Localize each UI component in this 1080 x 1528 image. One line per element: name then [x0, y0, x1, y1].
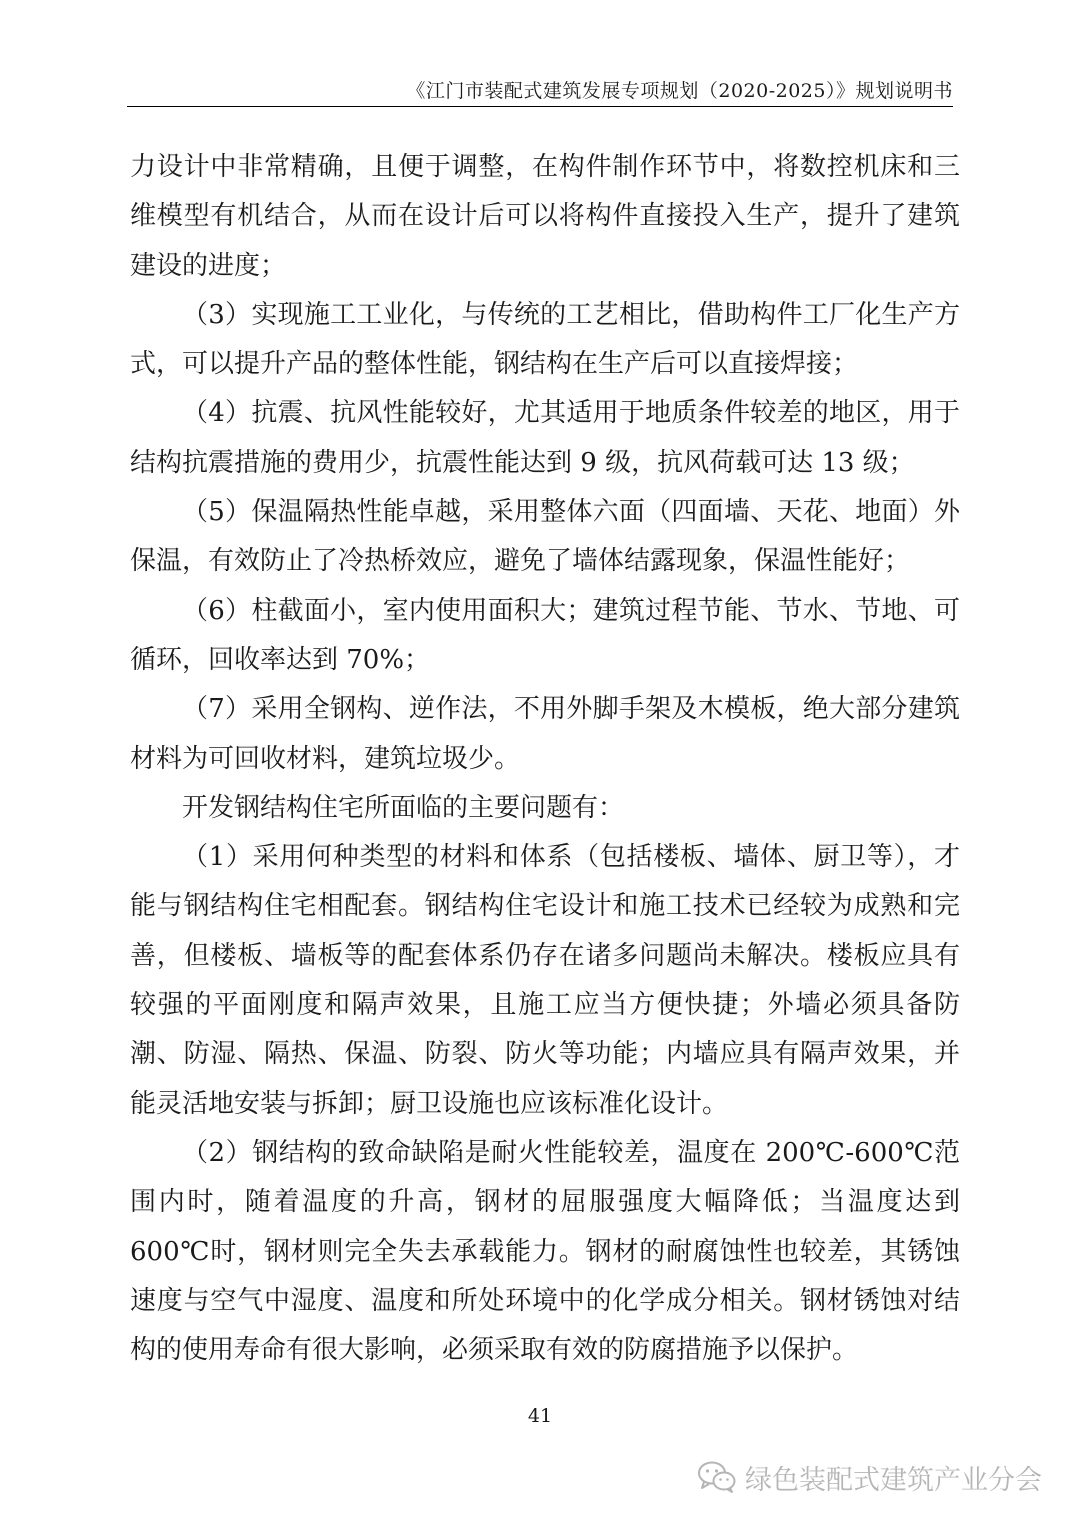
header-rule [127, 106, 953, 107]
paragraph-problems-intro: 开发钢结构住宅所面临的主要问题有： [182, 792, 625, 823]
paragraph-continuation: 力设计中非常精确，且便于调整，在构件制作环节中，将数控机床和三维模型有机结合，从而在设计后可以将构件直接投入生产，提升了建筑建设的进度； [130, 152, 960, 281]
document-body [130, 143, 960, 1375]
paragraph-item-4: （4）抗震、抗风性能较好，尤其适用于地质条件较差的地区，用于结构抗震措施的费用少，抗震性能达到 9 级，抗风荷载可达 13 级； [130, 398, 960, 478]
wechat-icon [697, 1460, 737, 1494]
document-header-title: 《江门市装配式建筑发展专项规划（2020-2025）》规划说明书 [406, 80, 953, 102]
paragraph-item-6: （6）柱截面小，室内使用面积大；建筑过程节能、节水、节地、可循环，回收率达到 70%； [130, 595, 960, 675]
page-number: 41 [527, 1405, 553, 1427]
paragraph-problem-2: （2）钢结构的致命缺陷是耐火性能较差，温度在 200℃-600℃范围内时，随着温度的升高，钢材的屈服强度大幅降低；当温度达到 600℃时，钢材则完全失去承载能力。钢材的耐腐蚀性也较差，其锈蚀速度与空气中湿度、温度和所处环境中的化学成分相关。钢材锈蚀对结构的使用寿命有很大影响，必须采取有效的防腐措施予以保护。 [130, 1137, 960, 1366]
paragraph-item-3: （3）实现施工工业化，与传统的工艺相比，借助构件工厂化生产方式，可以提升产品的整体性能，钢结构在生产后可以直接焊接； [130, 299, 960, 380]
paragraph-problem-1: （1）采用何种类型的材料和体系（包括楼板、墙体、厨卫等），才能与钢结构住宅相配套。钢结构住宅设计和施工技术已经较为成熟和完善，但楼板、墙板等的配套体系仍存在诸多问题尚未解决。楼板应具有较强的平面刚度和隔声效果，且施工应当方便快捷；外墙必须具备防潮、防湿、隔热、保温、防裂、防火等功能；内墙应具有隔声效果，并能灵活地安装与拆卸；厨卫设施也应该标准化设计。 [130, 842, 960, 1119]
paragraph-item-7: （7）采用全钢构、逆作法，不用外脚手架及木模板，绝大部分建筑材料为可回收材料，建筑垃圾少。 [130, 694, 960, 774]
watermark-text: 绿色装配式建筑产业分会 [745, 1464, 1042, 1496]
paragraph-item-5: （5）保温隔热性能卓越，采用整体六面（四面墙、天花、地面）外保温，有效防止了冷热桥效应，避免了墙体结露现象，保温性能好； [130, 497, 960, 577]
watermark [697, 1455, 1042, 1499]
